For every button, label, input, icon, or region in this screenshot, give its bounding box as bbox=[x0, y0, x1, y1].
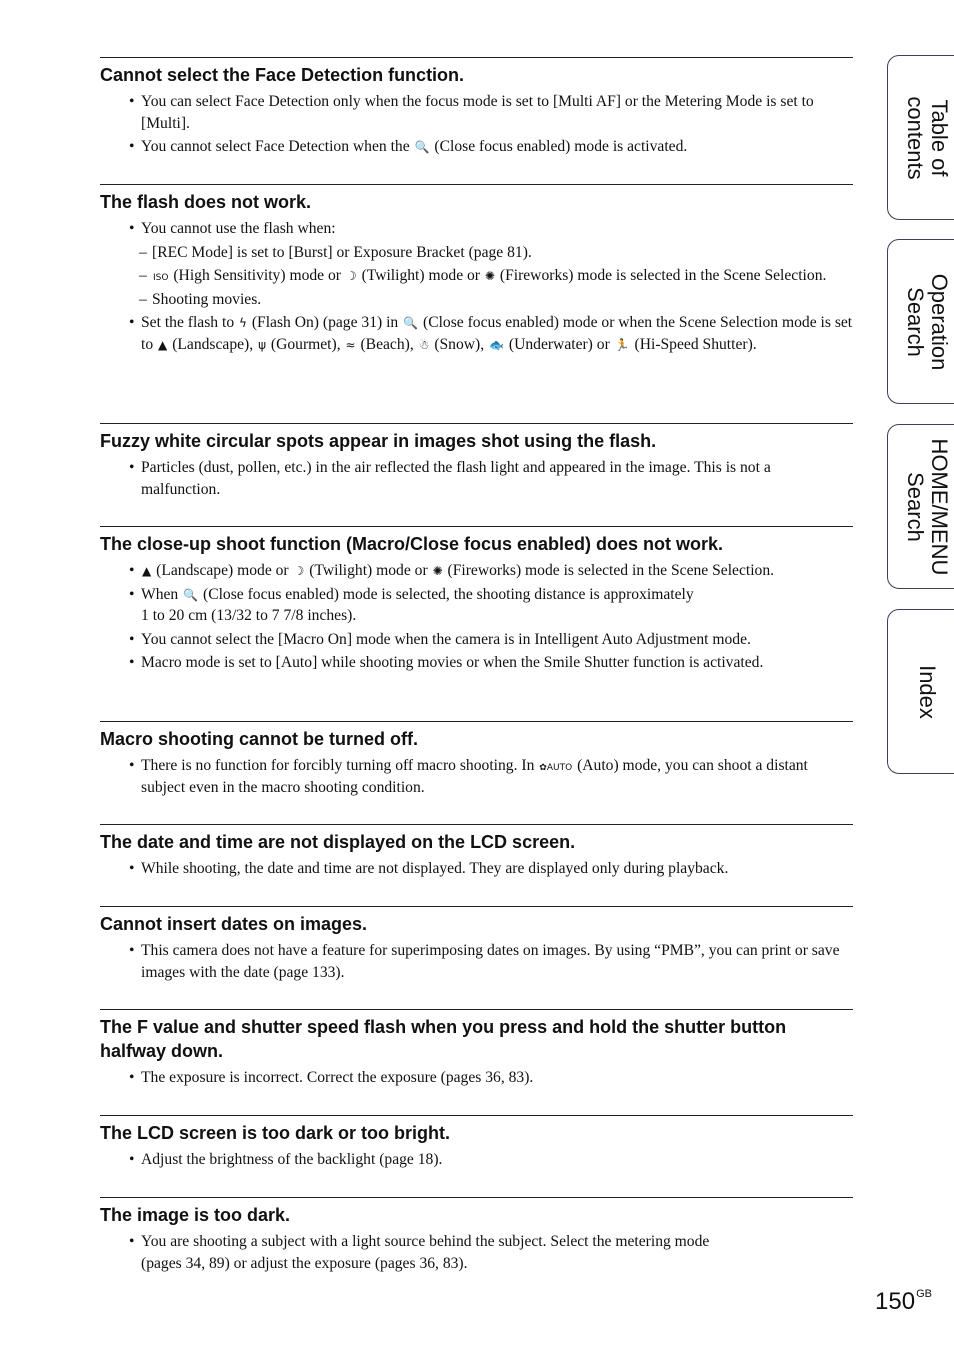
snow-icon: ☃ bbox=[418, 337, 430, 352]
bullet-text: (Snow), bbox=[434, 335, 485, 353]
tab-index[interactable] bbox=[887, 609, 954, 774]
dash-item bbox=[100, 242, 853, 264]
auto-mode-icon: ✿AUTO bbox=[539, 763, 573, 773]
bullet-text: You cannot use the flash when: bbox=[141, 220, 336, 237]
bullet-icon: • bbox=[129, 585, 135, 603]
bullet-icon: • bbox=[129, 942, 135, 959]
bullet-text: (Twilight) mode or bbox=[309, 562, 428, 579]
tab-operation-search[interactable] bbox=[887, 239, 954, 404]
bullet-item bbox=[100, 1149, 853, 1171]
bullet-icon: • bbox=[129, 1069, 135, 1086]
bullet-text: You are shooting a subject with a light source behind the subject. Select the metering mode bbox=[141, 1233, 710, 1250]
bullet-item bbox=[100, 91, 853, 134]
tab-table-of-contents[interactable] bbox=[887, 55, 954, 220]
section-heading: The image is too dark. bbox=[100, 1205, 291, 1225]
section-fuzzy-spots bbox=[100, 423, 853, 526]
section-heading: The LCD screen is too dark or too bright. bbox=[100, 1123, 451, 1143]
bullet-icon: • bbox=[129, 562, 135, 579]
bullet-item bbox=[100, 218, 853, 240]
bullet-item bbox=[100, 629, 853, 651]
close-focus-icon: 🔍 bbox=[183, 587, 199, 602]
bullet-text: (Landscape), bbox=[172, 335, 254, 353]
section-heading: Cannot insert dates on images. bbox=[100, 914, 368, 934]
bullet-text: While shooting, the date and time are not displayed. They are displayed only during playback. bbox=[141, 860, 729, 877]
beach-icon: ≈ bbox=[345, 337, 356, 352]
bullet-text: When bbox=[141, 585, 179, 603]
bullet-text: (Auto) mode, you can shoot a distant subject even in the macro shooting condition. bbox=[141, 757, 808, 796]
bullet-item bbox=[100, 652, 853, 674]
bullet-item bbox=[100, 755, 853, 798]
tab-label-line: contents bbox=[903, 95, 928, 180]
dash-item bbox=[100, 289, 853, 311]
section-heading: The flash does not work. bbox=[100, 192, 312, 212]
bullet-item bbox=[100, 1231, 853, 1274]
section-lcd-brightness bbox=[100, 1115, 853, 1197]
bullet-text: (Landscape) mode or bbox=[156, 562, 289, 579]
bullet-text: This camera does not have a feature for superimposing dates on images. By using “PMB”, you can print or save images with the date (page 133). bbox=[141, 942, 840, 981]
high-sensitivity-icon: ISO bbox=[153, 273, 169, 283]
bullet-text: (Close focus enabled) mode or when the Scene Selection mode is set to bbox=[141, 314, 853, 353]
bullet-text: There is no function for forcibly turning off macro shooting. In bbox=[141, 757, 535, 774]
bullet-icon: • bbox=[129, 630, 135, 648]
twilight-icon: ☽ bbox=[345, 269, 357, 283]
bullet-text: Set the flash to bbox=[141, 314, 235, 331]
bullet-item bbox=[100, 457, 853, 500]
underwater-icon: 🐟 bbox=[489, 337, 504, 352]
page-number-suffix: GB bbox=[916, 1288, 932, 1300]
bullet-icon: • bbox=[129, 757, 135, 774]
section-heading: Fuzzy white circular spots appear in images shot using the flash. bbox=[100, 431, 657, 451]
section-flash bbox=[100, 184, 853, 423]
bullet-text: Adjust the brightness of the backlight (page 18). bbox=[141, 1151, 443, 1168]
section-heading: The date and time are not displayed on the LCD screen. bbox=[100, 832, 576, 852]
section-insert-dates bbox=[100, 906, 853, 1009]
section-heading: Macro shooting cannot be turned off. bbox=[100, 729, 418, 749]
bullet-icon: • bbox=[129, 654, 135, 671]
bullet-icon: • bbox=[129, 138, 135, 155]
section-face-detection bbox=[100, 57, 853, 184]
dash-text: [REC Mode] is set to [Burst] or Exposure Bracket (page 81). bbox=[152, 243, 532, 261]
bullet-item bbox=[100, 560, 853, 582]
dash-text: (High Sensitivity) mode or bbox=[173, 267, 341, 284]
flash-on-icon: ϟ bbox=[239, 316, 247, 330]
section-image-dark bbox=[100, 1197, 853, 1293]
bullet-text: (Close focus enabled) mode is selected, the shooting distance is approximately bbox=[203, 585, 694, 603]
tab-label-line: Search bbox=[903, 471, 928, 542]
section-close-up bbox=[100, 526, 853, 721]
section-heading: The F value and shutter speed flash when you press and hold the shutter button halfway down. bbox=[100, 1017, 787, 1061]
dash-text: (Fireworks) mode is selected in the Scene Selection. bbox=[499, 267, 827, 284]
hi-speed-shutter-icon: 🏃 bbox=[614, 337, 630, 352]
tab-label-line: Operation bbox=[927, 273, 952, 370]
bullet-item bbox=[100, 858, 853, 880]
bullet-text: (Hi-Speed Shutter). bbox=[634, 335, 757, 353]
bullet-text: (Underwater) or bbox=[508, 335, 610, 353]
fireworks-icon: ✺ bbox=[484, 269, 495, 283]
bullet-text: Particles (dust, pollen, etc.) in the air reflected the flash light and appeared in the image. This is not a malfunction. bbox=[141, 459, 771, 498]
gourmet-icon: ψ bbox=[258, 337, 266, 352]
landscape-icon: ▲ bbox=[142, 564, 152, 578]
bullet-icon: • bbox=[129, 220, 135, 237]
bullet-text: Macro mode is set to [Auto] while shooting movies or when the Smile Shutter function is activated. bbox=[141, 654, 764, 671]
bullet-text: You cannot select the [Macro On] mode when the camera is in Intelligent Auto Adjustment mode. bbox=[141, 630, 751, 648]
bullet-text: (Beach), bbox=[360, 335, 414, 353]
tab-label-line: Index bbox=[915, 664, 940, 719]
tab-label-line: Search bbox=[903, 286, 928, 357]
bullet-text: (Flash On) (page 31) in bbox=[251, 314, 399, 331]
tab-label-line: Table of bbox=[927, 98, 952, 177]
page-number-value: 150 bbox=[875, 1288, 916, 1315]
bullet-item bbox=[100, 1067, 853, 1089]
bullet-icon: • bbox=[129, 314, 135, 331]
section-heading: The close-up shoot function (Macro/Close focus enabled) does not work. bbox=[100, 534, 724, 554]
bullet-text: (Close focus enabled) mode is activated. bbox=[434, 138, 688, 155]
bullet-text: You cannot select Face Detection when the bbox=[141, 138, 410, 155]
bullet-text: The exposure is incorrect. Correct the exposure (pages 36, 83). bbox=[141, 1069, 534, 1086]
bullet-text: (pages 34, 89) or adjust the exposure (pages 36, 83). bbox=[141, 1254, 468, 1272]
bullet-text: (Fireworks) mode is selected in the Scene Selection. bbox=[447, 562, 775, 579]
dash-icon: – bbox=[139, 290, 147, 308]
section-macro-off bbox=[100, 721, 853, 824]
section-heading: Cannot select the Face Detection function. bbox=[100, 65, 465, 85]
landscape-icon: ▲ bbox=[158, 337, 168, 352]
bullet-icon: • bbox=[129, 860, 135, 877]
bullet-icon: • bbox=[129, 459, 135, 476]
dash-item bbox=[100, 265, 853, 287]
page-number bbox=[875, 1288, 932, 1316]
fireworks-icon: ✺ bbox=[432, 564, 443, 578]
twilight-icon: ☽ bbox=[293, 564, 305, 578]
bullet-item bbox=[100, 136, 853, 158]
bullet-icon: • bbox=[129, 1233, 135, 1250]
page-content bbox=[100, 57, 853, 1293]
section-f-value bbox=[100, 1009, 853, 1115]
bullet-icon: • bbox=[129, 1151, 135, 1168]
bullet-text: 1 to 20 cm (13/32 to 7 7/8 inches). bbox=[141, 607, 357, 624]
bullet-text: (Gourmet), bbox=[270, 335, 341, 353]
bullet-item bbox=[100, 312, 853, 355]
close-focus-icon: 🔍 bbox=[403, 316, 419, 330]
bullet-icon: • bbox=[129, 93, 135, 110]
dash-icon: – bbox=[139, 267, 147, 284]
dash-icon: – bbox=[139, 243, 147, 261]
tab-home-menu-search[interactable] bbox=[887, 424, 954, 589]
bullet-text: You can select Face Detection only when the focus mode is set to [Multi AF] or the Metering Mode is set to [Multi]. bbox=[141, 93, 814, 132]
bullet-item bbox=[100, 584, 853, 627]
tab-label-line: HOME/MENU bbox=[927, 438, 952, 575]
close-focus-icon: 🔍 bbox=[414, 140, 430, 154]
dash-text: Shooting movies. bbox=[152, 290, 262, 308]
dash-text: (Twilight) mode or bbox=[361, 267, 480, 284]
bullet-item bbox=[100, 940, 853, 983]
section-date-time bbox=[100, 824, 853, 906]
